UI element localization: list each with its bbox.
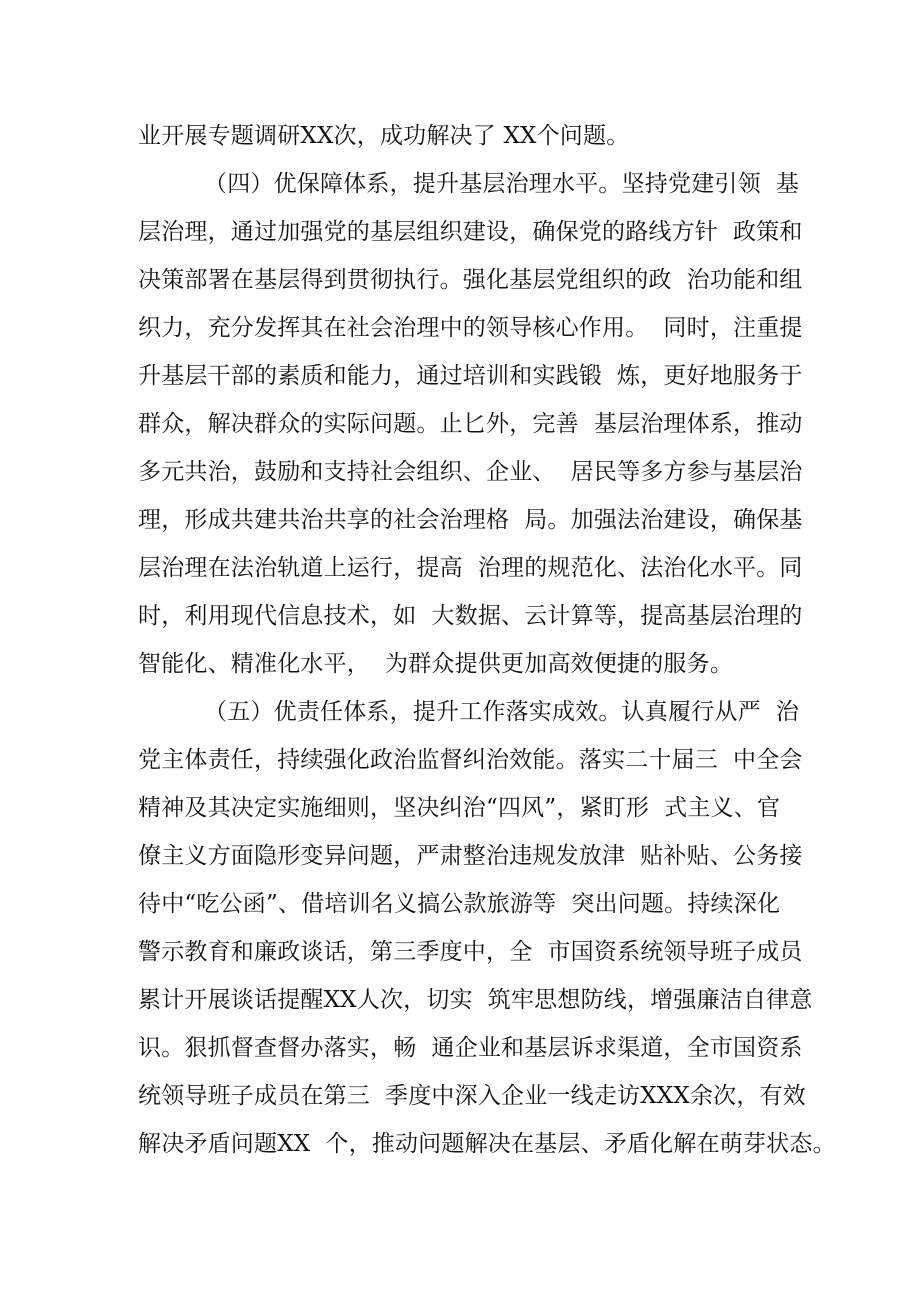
- document-body: [138, 112, 836, 1168]
- text-line: 业开展专题调研XX次，成功解决了 XX个问题。: [138, 123, 630, 149]
- text-line: 升基层干部的素质和能力，通过培训和实践锻 炼，更好地服务于: [138, 363, 803, 389]
- text-line: 待中“吃公函”、借培训名义搞公款旅游等 突出问题。持续深化: [138, 891, 781, 917]
- text-line: 理，形成共建共治共享的社会治理格 局。加强法治建设，确保基: [138, 507, 803, 533]
- text-line: 精神及其决定实施细则，坚决纠治“四风”，紧盯形 式主义、官: [138, 795, 781, 821]
- text-line: 多元共治，鼓励和支持社会组织、企业、 居民等多方参与基层治: [138, 459, 803, 485]
- text-line: 党主体责任，持续强化政治监督纠治效能。落实二十届三 中全会: [138, 747, 803, 773]
- text-line: 层治理在法治轨道上运行，提高 治理的规范化、法治化水平。同: [138, 555, 803, 581]
- text-line: 统领导班子成员在第三 季度中深入企业一线走访XXX余次，有效: [138, 1083, 806, 1109]
- text-line: 警示教育和廉政谈话，第三季度中，全 市国资系统领导班子成员: [138, 939, 803, 965]
- section-heading-line: （五）优责任体系，提升工作落实成效。认真履行从严 治: [204, 699, 800, 725]
- text-line: 智能化、精准化水平， 为群众提供更加高效便捷的服务。: [138, 651, 734, 677]
- text-line: 时，利用现代信息技术，如 大数据、云计算等，提高基层治理的: [138, 603, 803, 629]
- text-line: 僚主义方面隐形变异问题，严肃整治违规发放津 贴补贴、公务接: [138, 843, 803, 869]
- text-line: 决策部署在基层得到贯彻执行。强化基层党组织的政 治功能和组: [138, 267, 803, 293]
- text-line: 织力，充分发挥其在社会治理中的领导核心作用。 同时，注重提: [138, 315, 803, 341]
- text-line: 累计开展谈话提醒XX人次，切实 筑牢思想防线，增强廉洁自律意: [138, 987, 813, 1013]
- text-line: 层治理，通过加强党的基层组织建设，确保党的路线方针 政策和: [138, 219, 803, 245]
- text-line: 识。狠抓督查督办落实，畅 通企业和基层诉求渠道，全市国资系: [138, 1035, 803, 1061]
- text-line: 解决矛盾问题XX 个，推动问题解决在基层、矛盾化解在萌芽状态。: [138, 1131, 836, 1157]
- section-heading-line: （四）优保障体系，提升基层治理水平。坚持党建引领 基: [204, 171, 800, 197]
- text-line: 群众，解决群众的实际问题。止匕外，完善 基层治理体系，推动: [138, 411, 803, 437]
